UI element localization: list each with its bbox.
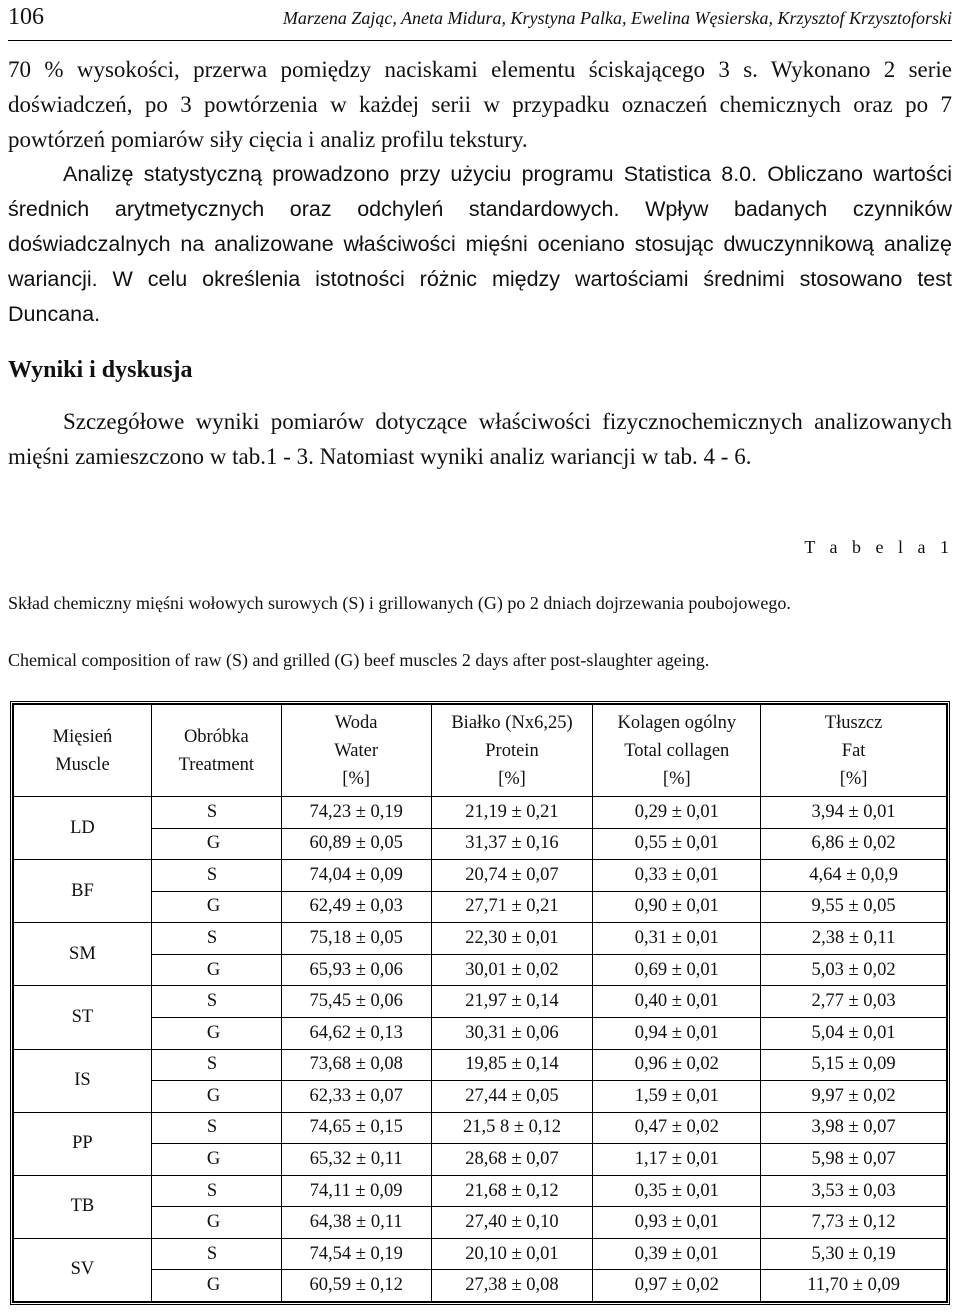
collagen-cell: 0,55 ± 0,01 (593, 828, 761, 860)
water-cell: 75,18 ± 0,05 (281, 923, 431, 955)
water-cell: 65,93 ± 0,06 (281, 954, 431, 986)
fat-cell: 11,70 ± 0,09 (761, 1270, 947, 1302)
muscle-cell: SV (14, 1238, 152, 1301)
water-cell: 64,38 ± 0,11 (281, 1207, 431, 1239)
header-water: Woda Water [%] (281, 705, 431, 797)
header-rule (8, 40, 952, 41)
muscle-cell: TB (14, 1175, 152, 1238)
table-caption-pl: Skład chemiczny mięśni wołowych surowych (S) i grillowanych (G) po 2 dniach dojrzewania poubojowego. (8, 593, 791, 613)
table-caption-en: Chemical composition of raw (S) and grilled (G) beef muscles 2 days after post-slaughter ageing. (8, 650, 710, 670)
muscle-cell: ST (14, 986, 152, 1049)
collagen-cell: 0,69 ± 0,01 (593, 954, 761, 986)
water-cell: 62,49 ± 0,03 (281, 891, 431, 923)
water-cell: 64,62 ± 0,13 (281, 1017, 431, 1049)
treatment-cell: G (151, 891, 281, 923)
treatment-cell: G (151, 1017, 281, 1049)
table-row (14, 1238, 947, 1270)
table-frame (10, 701, 950, 1305)
header-fat: Tłuszcz Fat [%] (761, 705, 947, 797)
treatment-cell: G (151, 954, 281, 986)
protein-cell: 22,30 ± 0,01 (431, 923, 593, 955)
water-cell: 74,23 ± 0,19 (281, 797, 431, 829)
collagen-cell: 1,59 ± 0,01 (593, 1081, 761, 1113)
protein-cell: 31,37 ± 0,16 (431, 828, 593, 860)
protein-cell: 30,31 ± 0,06 (431, 1017, 593, 1049)
treatment-cell: G (151, 1144, 281, 1176)
table-header-row (14, 705, 947, 797)
table-row (14, 1175, 947, 1207)
fat-cell: 5,04 ± 0,01 (761, 1017, 947, 1049)
treatment-cell: S (151, 1175, 281, 1207)
muscle-cell: LD (14, 797, 152, 860)
protein-cell: 27,71 ± 0,21 (431, 891, 593, 923)
water-cell: 74,11 ± 0,09 (281, 1175, 431, 1207)
paragraph-results-intro: Szczegółowe wyniki pomiarów dotyczące właściwości fizycznochemicznych analizowanych mięśni zamieszczono w tab.1 - 3. Natomiast wyniki analiz wariancji w tab. 4 - 6. (8, 409, 952, 469)
protein-cell: 21,68 ± 0,12 (431, 1175, 593, 1207)
table-row (14, 1049, 947, 1081)
fat-cell: 9,55 ± 0,05 (761, 891, 947, 923)
muscle-cell: PP (14, 1112, 152, 1175)
table-row (14, 1207, 947, 1239)
header-collagen: Kolagen ogólny Total collagen [%] (593, 705, 761, 797)
treatment-cell: G (151, 1207, 281, 1239)
collagen-cell: 0,40 ± 0,01 (593, 986, 761, 1018)
treatment-cell: S (151, 1112, 281, 1144)
collagen-cell: 0,33 ± 0,01 (593, 860, 761, 892)
muscle-cell: BF (14, 860, 152, 923)
muscle-cell: IS (14, 1049, 152, 1112)
fat-cell: 5,15 ± 0,09 (761, 1049, 947, 1081)
running-authors: Marzena Zając, Aneta Midura, Krystyna Palka, Ewelina Węsierska, Krzysztof Krzysztoforski (282, 8, 952, 28)
page-header (8, 4, 952, 34)
table-row (14, 797, 947, 829)
protein-cell: 21,19 ± 0,21 (431, 797, 593, 829)
protein-cell: 20,74 ± 0,07 (431, 860, 593, 892)
treatment-cell: G (151, 1081, 281, 1113)
table-body (14, 797, 947, 1302)
table-row (14, 923, 947, 955)
header-muscle: Mięsień Muscle (14, 705, 152, 797)
water-cell: 75,45 ± 0,06 (281, 986, 431, 1018)
table-row (14, 1270, 947, 1302)
fat-cell: 7,73 ± 0,12 (761, 1207, 947, 1239)
collagen-cell: 0,35 ± 0,01 (593, 1175, 761, 1207)
treatment-cell: S (151, 860, 281, 892)
fat-cell: 2,77 ± 0,03 (761, 986, 947, 1018)
table-label: T a b e l a 1 (804, 537, 954, 557)
water-cell: 73,68 ± 0,08 (281, 1049, 431, 1081)
treatment-cell: S (151, 923, 281, 955)
table-row (14, 1017, 947, 1049)
collagen-cell: 0,93 ± 0,01 (593, 1207, 761, 1239)
fat-cell: 9,97 ± 0,02 (761, 1081, 947, 1113)
water-cell: 74,54 ± 0,19 (281, 1238, 431, 1270)
water-cell: 74,04 ± 0,09 (281, 860, 431, 892)
protein-cell: 28,68 ± 0,07 (431, 1144, 593, 1176)
collagen-cell: 1,17 ± 0,01 (593, 1144, 761, 1176)
page-number: 106 (8, 4, 44, 30)
fat-cell: 3,53 ± 0,03 (761, 1175, 947, 1207)
fat-cell: 5,30 ± 0,19 (761, 1238, 947, 1270)
fat-cell: 5,03 ± 0,02 (761, 954, 947, 986)
water-cell: 60,89 ± 0,05 (281, 828, 431, 860)
table-row (14, 891, 947, 923)
protein-cell: 19,85 ± 0,14 (431, 1049, 593, 1081)
collagen-cell: 0,31 ± 0,01 (593, 923, 761, 955)
water-cell: 62,33 ± 0,07 (281, 1081, 431, 1113)
protein-cell: 20,10 ± 0,01 (431, 1238, 593, 1270)
treatment-cell: G (151, 828, 281, 860)
collagen-cell: 0,47 ± 0,02 (593, 1112, 761, 1144)
treatment-cell: S (151, 1049, 281, 1081)
collagen-cell: 0,97 ± 0,02 (593, 1270, 761, 1302)
section-heading: Wyniki i dyskusja (8, 357, 193, 383)
paragraph-statistics: Analizę statystyczną prowadzono przy użyciu programu Statistica 8.0. Obliczano wartości średnich arytmetycznych oraz odchyleń standardowych. Wpływ badanych czynników doświadczalnych na analizowane właściwości mięśni oceniano stosując dwuczynnikową analizę wariancji. W celu określenia istotności różnic między wartościami średnimi stosowano test Duncana. (8, 162, 952, 326)
protein-cell: 21,97 ± 0,14 (431, 986, 593, 1018)
protein-cell: 21,5 8 ± 0,12 (431, 1112, 593, 1144)
fat-cell: 3,98 ± 0,07 (761, 1112, 947, 1144)
collagen-cell: 0,90 ± 0,01 (593, 891, 761, 923)
water-cell: 74,65 ± 0,15 (281, 1112, 431, 1144)
muscle-cell: SM (14, 923, 152, 986)
water-cell: 60,59 ± 0,12 (281, 1270, 431, 1302)
table-row (14, 986, 947, 1018)
fat-cell: 2,38 ± 0,11 (761, 923, 947, 955)
treatment-cell: S (151, 1238, 281, 1270)
collagen-cell: 0,96 ± 0,02 (593, 1049, 761, 1081)
fat-cell: 5,98 ± 0,07 (761, 1144, 947, 1176)
treatment-cell: S (151, 986, 281, 1018)
protein-cell: 30,01 ± 0,02 (431, 954, 593, 986)
water-cell: 65,32 ± 0,11 (281, 1144, 431, 1176)
protein-cell: 27,38 ± 0,08 (431, 1270, 593, 1302)
header-protein: Białko (Nx6,25) Protein [%] (431, 705, 593, 797)
table-row (14, 1081, 947, 1113)
treatment-cell: G (151, 1270, 281, 1302)
collagen-cell: 0,39 ± 0,01 (593, 1238, 761, 1270)
fat-cell: 4,64 ± 0,0,9 (761, 860, 947, 892)
table-row (14, 828, 947, 860)
paragraph-methods-end: 70 % wysokości, przerwa pomiędzy naciskami elementu ściskającego 3 s. Wykonano 2 serie doświadczeń, po 3 powtórzenia w każdej serii w przypadku oznaczeń chemicznych oraz po 7 powtórzeń pomiarów siły cięcia i analiz profilu tekstury. (8, 57, 952, 152)
table-row (14, 954, 947, 986)
table-row (14, 1112, 947, 1144)
collagen-cell: 0,94 ± 0,01 (593, 1017, 761, 1049)
table-row (14, 1144, 947, 1176)
fat-cell: 3,94 ± 0,01 (761, 797, 947, 829)
table-row (14, 860, 947, 892)
fat-cell: 6,86 ± 0,02 (761, 828, 947, 860)
protein-cell: 27,40 ± 0,10 (431, 1207, 593, 1239)
collagen-cell: 0,29 ± 0,01 (593, 797, 761, 829)
protein-cell: 27,44 ± 0,05 (431, 1081, 593, 1113)
header-treatment: Obróbka Treatment (151, 705, 281, 797)
composition-table (13, 704, 947, 1302)
treatment-cell: S (151, 797, 281, 829)
